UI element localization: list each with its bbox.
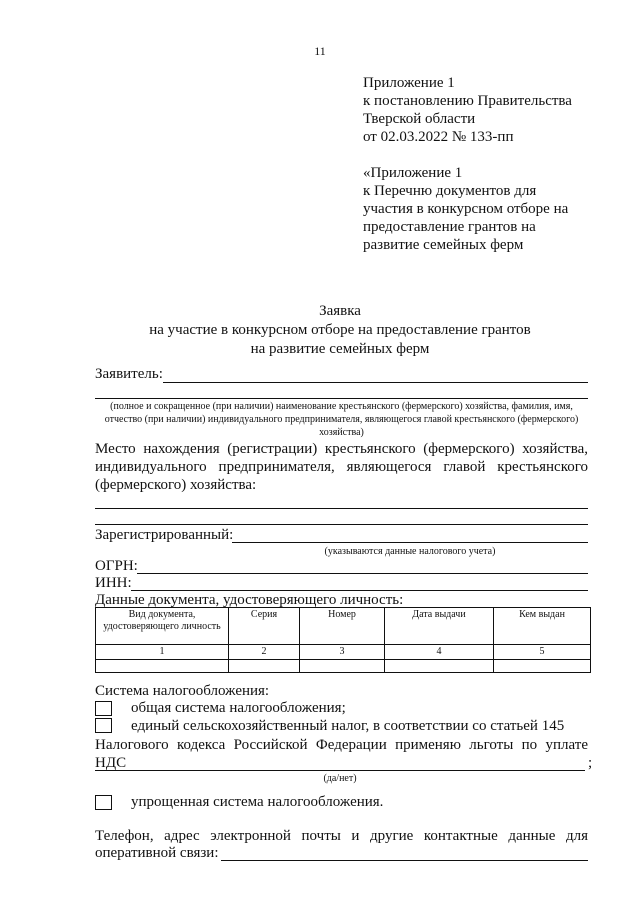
ogrn-field-line[interactable] — [137, 573, 588, 574]
id-doc-label: Данные документа, удостоверяющего личность: — [95, 592, 404, 608]
applicant-note: (полное и сокращенное (при наличии) наименование крестьянского (фермерского) хозяйства, фамилия, имя, отчество (при наличии) индивидуального предпринимателя, являющегося главой крестьянского (фермерского) хозяйства) — [104, 401, 579, 438]
checkbox-esn-tax[interactable] — [95, 718, 112, 733]
table-cell[interactable] — [300, 660, 385, 673]
checkbox-general-tax[interactable] — [95, 701, 112, 716]
table-header: Номер — [300, 608, 385, 645]
contacts-line: Телефон, адрес электронной почты и другие контактные данные для — [95, 828, 588, 844]
tax-option-general: общая система налогообложения; — [131, 700, 346, 716]
location-field-line[interactable] — [95, 508, 588, 509]
table-header: Кем выдан — [494, 608, 591, 645]
appendix-line: к постановлению Правительства — [363, 93, 572, 109]
appendix-2-header — [363, 164, 623, 254]
table-header: Дата выдачи — [385, 608, 494, 645]
table-cell: 3 — [300, 645, 385, 660]
id-doc-table — [95, 607, 591, 673]
title-line: на развитие семейных ферм — [250, 341, 430, 357]
table-cell: 5 — [494, 645, 591, 660]
table-cell: 1 — [96, 645, 229, 660]
table-cell[interactable] — [494, 660, 591, 673]
tax-label: Система налогообложения: — [95, 683, 270, 699]
appendix-line: развитие семейных ферм — [363, 237, 524, 253]
table-cell: 2 — [229, 645, 300, 660]
location-line: Место нахождения (регистрации) крестьянского (фермерского) хозяйства, — [95, 441, 588, 457]
location-line: (фермерского) хозяйства: — [95, 477, 257, 493]
appendix-1-header — [363, 74, 623, 146]
table-header: Вид документа, удостоверяющего личность — [96, 608, 229, 645]
tax-option-simplified: упрощенная система налогообложения. — [131, 794, 384, 810]
ogrn-label: ОГРН: — [95, 558, 138, 574]
table-cell[interactable] — [96, 660, 229, 673]
appendix-line: к Перечню документов для — [363, 183, 537, 199]
title-line: на участие в конкурсном отборе на предоставление грантов — [149, 322, 531, 338]
inn-field-line[interactable] — [131, 590, 588, 591]
appendix-line: Тверской области — [363, 111, 476, 127]
location-field-line-2[interactable] — [95, 524, 588, 525]
applicant-label: Заявитель: — [95, 366, 163, 382]
page-number: 11 — [314, 44, 326, 58]
table-cell[interactable] — [385, 660, 494, 673]
appendix-line: от 02.03.2022 № 133-пп — [363, 129, 514, 145]
contacts-field-line[interactable] — [221, 860, 588, 861]
table-row[interactable] — [96, 660, 591, 673]
contacts-label: оперативной связи: — [95, 845, 219, 861]
appendix-line: Приложение 1 — [363, 75, 455, 91]
inn-label: ИНН: — [95, 575, 132, 591]
tax-option-esn: единый сельскохозяйственный налог, в соответствии со статьей 145 — [131, 718, 565, 734]
registered-field-line[interactable] — [232, 542, 588, 543]
table-cell: 4 — [385, 645, 494, 660]
table-number-row — [96, 645, 591, 660]
table-header-row — [96, 608, 591, 645]
form-title — [80, 302, 600, 359]
table-cell[interactable] — [229, 660, 300, 673]
location-line: индивидуального предпринимателя, являющегося главой крестьянского — [95, 459, 588, 475]
vat-answer-line[interactable] — [95, 770, 585, 771]
semicolon: ; — [588, 755, 593, 771]
registered-note: (указываются данные налогового учета) — [324, 546, 496, 557]
appendix-line: «Приложение 1 — [363, 165, 463, 181]
applicant-field-line[interactable] — [163, 382, 588, 383]
checkbox-simplified-tax[interactable] — [95, 795, 112, 810]
appendix-line: предоставление грантов на — [363, 219, 536, 235]
tax-option-esn-cont: Налогового кодекса Российской Федерации применяю льготы по уплате НДС — [95, 737, 588, 771]
applicant-field-line-2[interactable] — [95, 398, 588, 399]
registered-label: Зарегистрированный: — [95, 527, 234, 543]
yes-no-note: (да/нет) — [323, 773, 357, 784]
title-line: Заявка — [319, 303, 361, 319]
appendix-line: участия в конкурсном отборе на — [363, 201, 569, 217]
table-header: Серия — [229, 608, 300, 645]
